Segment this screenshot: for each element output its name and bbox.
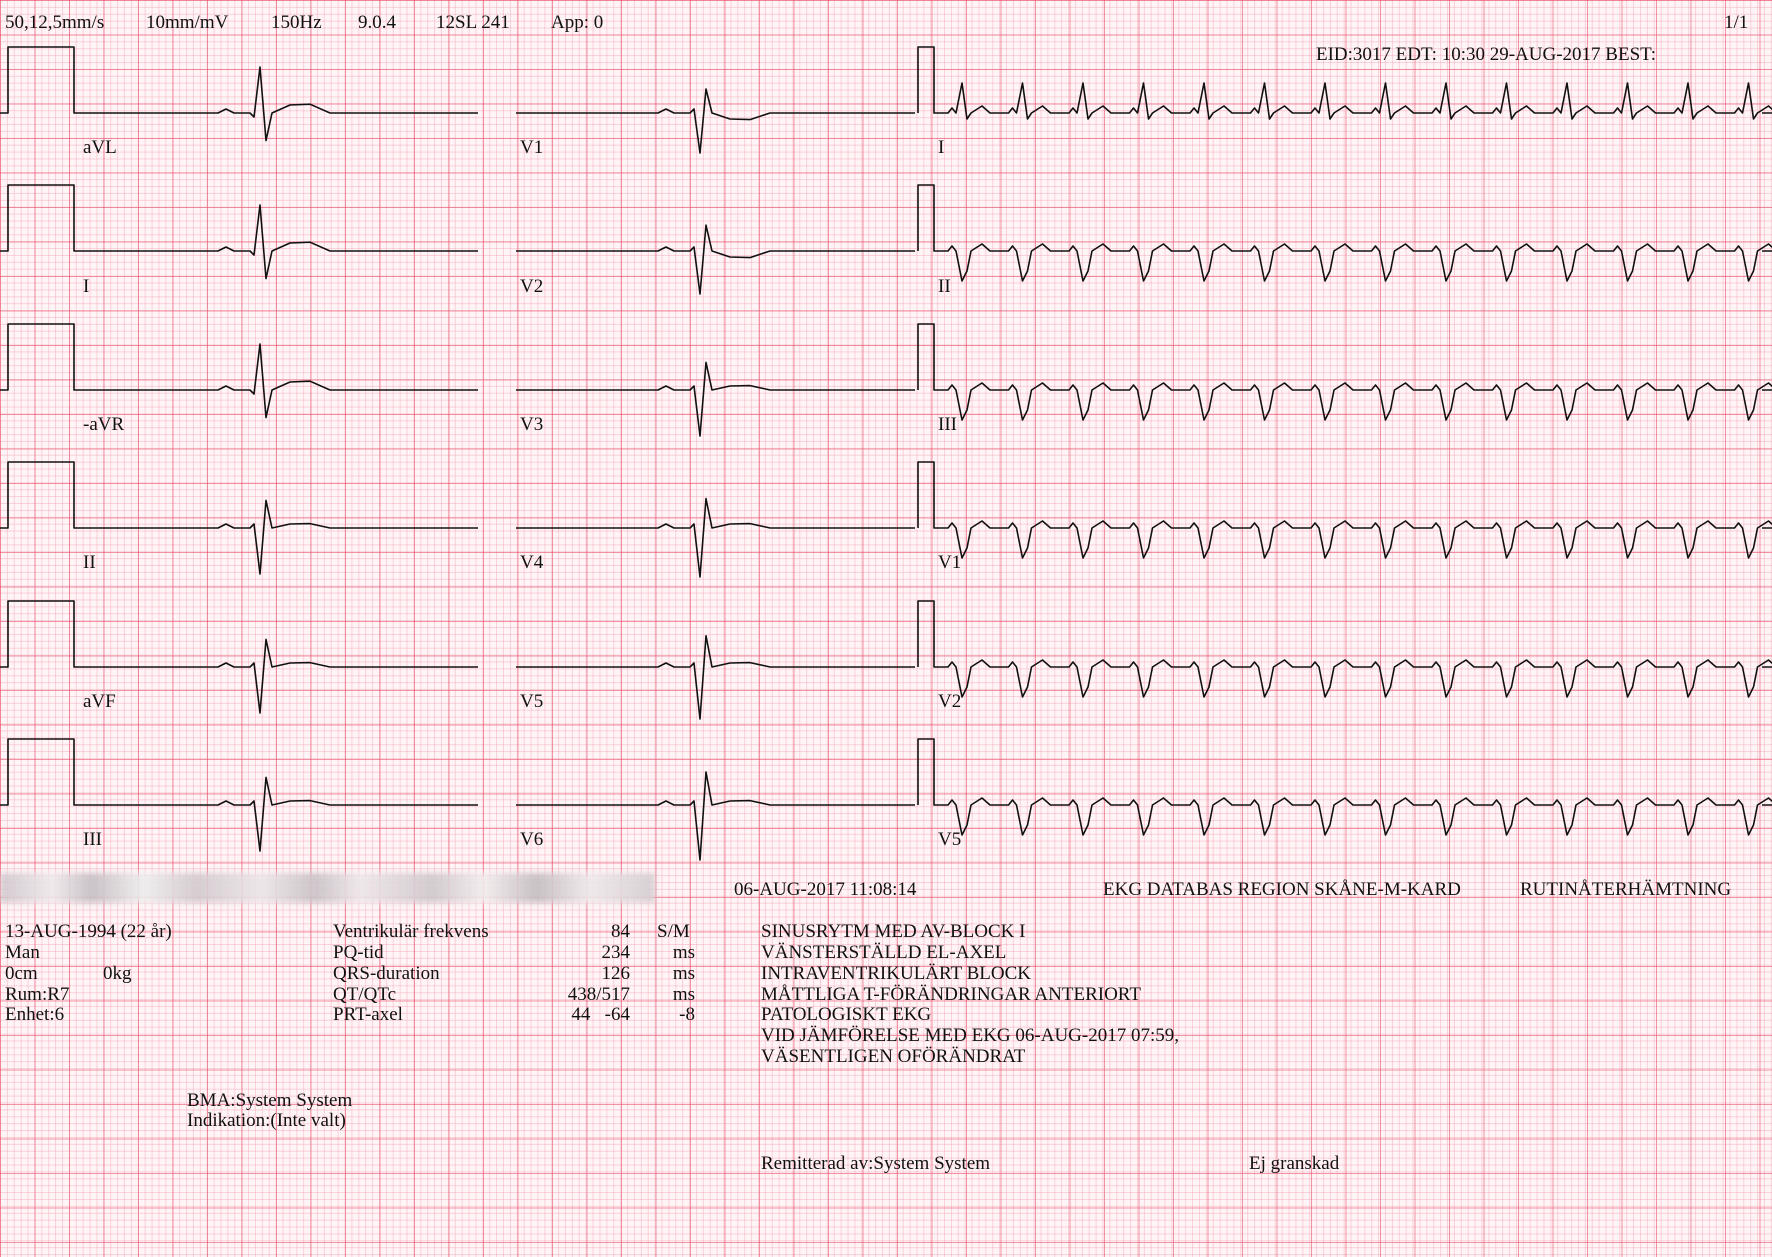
- eid-line: EID:3017 EDT: 10:30 29-AUG-2017 BEST:: [1316, 44, 1657, 65]
- ecg-trace-left-5: [0, 601, 478, 713]
- redacted-patient-name: [0, 873, 655, 903]
- lead-label-v2: V2: [520, 276, 544, 297]
- lead-label-i: I: [83, 276, 90, 297]
- ecg-rhythm-strip-4: [918, 462, 1772, 558]
- measurement-label: Ventrikulär frekvens: [333, 921, 489, 942]
- rhythm-label-v2: V2: [938, 691, 962, 712]
- rhythm-label-ii: II: [938, 276, 951, 297]
- patient-height: 0cm: [5, 963, 38, 984]
- measurement-value: 44 -64: [571, 1004, 630, 1025]
- interpretation-line: VID JÄMFÖRELSE MED EKG 06-AUG-2017 07:59,: [761, 1025, 1179, 1046]
- measurement-value: 126: [601, 963, 630, 984]
- software-version: 9.0.4: [358, 12, 396, 33]
- ecg-rhythm-strip-3: [918, 324, 1772, 420]
- interpretation-line: VÄNSTERSTÄLLD EL-AXEL: [761, 942, 1007, 963]
- measurement-unit: ms: [672, 963, 695, 984]
- device-model: 12SL 241: [436, 12, 510, 33]
- referred-by: Remitterad av:System System: [761, 1153, 991, 1174]
- patient-unit: Enhet:6: [5, 1004, 65, 1025]
- record-database: EKG DATABAS REGION SKÅNE-M-KARD: [1103, 879, 1461, 900]
- indication: Indikation:(Inte valt): [187, 1110, 346, 1131]
- measurement-unit: ms: [672, 984, 695, 1005]
- ecg-trace-middle-3: [516, 362, 915, 436]
- measurement-value: 234: [601, 942, 630, 963]
- lead-label-ii: II: [83, 552, 96, 573]
- ecg-rhythm-strip-6: [918, 739, 1772, 835]
- measurement-unit: ms: [672, 942, 695, 963]
- ecg-trace-left-1: [0, 47, 478, 141]
- measurement-label: PQ-tid: [333, 942, 384, 963]
- rhythm-label-v5: V5: [938, 829, 962, 850]
- ecg-trace-middle-1: [516, 89, 915, 153]
- measurement-label: QT/QTc: [333, 984, 397, 1005]
- lead-label-v6: V6: [520, 829, 544, 850]
- rhythm-label-iii: III: [938, 414, 957, 435]
- record-mode: RUTINÅTERHÄMTNING: [1520, 879, 1732, 900]
- lead-label-v1: V1: [520, 137, 544, 158]
- rhythm-label-i: I: [938, 137, 945, 158]
- gain-setting: 10mm/mV: [146, 12, 229, 33]
- record-datetime: 06-AUG-2017 11:08:14: [734, 879, 917, 900]
- measurement-label: QRS-duration: [333, 963, 440, 984]
- interpretation-line: VÄSENTLIGEN OFÖRÄNDRAT: [761, 1046, 1026, 1067]
- ecg-trace-middle-2: [516, 225, 915, 297]
- ecg-trace-left-3: [0, 324, 478, 418]
- ecg-trace-middle-5: [516, 636, 915, 719]
- ecg-trace-middle-4: [516, 499, 915, 577]
- rhythm-label-v1: V1: [938, 552, 962, 573]
- lead-label-v3: V3: [520, 414, 544, 435]
- patient-sex: Man: [5, 942, 40, 963]
- patient-room: Rum:R7: [5, 984, 70, 1005]
- lead-label-v4: V4: [520, 552, 544, 573]
- ecg-trace-left-2: [0, 185, 478, 279]
- measurement-unit: S/M: [657, 921, 690, 942]
- bma-signature: BMA:System System: [187, 1090, 353, 1111]
- lead-label-avl: aVL: [83, 137, 117, 158]
- app-code: App: 0: [551, 12, 604, 33]
- interpretation-line: MÅTTLIGA T-FÖRÄNDRINGAR ANTERIORT: [761, 984, 1141, 1005]
- interpretation-line: PATOLOGISKT EKG: [761, 1004, 932, 1025]
- ecg-rhythm-strip-2: [918, 185, 1772, 281]
- ecg-trace-left-6: [0, 739, 478, 851]
- measurement-label: PRT-axel: [333, 1004, 403, 1025]
- ecg-rhythm-strip-5: [918, 601, 1772, 697]
- lead-label-avf: aVF: [83, 691, 116, 712]
- ecg-trace-left-4: [0, 462, 478, 574]
- lead-label-v5: V5: [520, 691, 544, 712]
- paper-speed: 50,12,5mm/s: [5, 12, 105, 33]
- filter-setting: 150Hz: [271, 12, 322, 33]
- measurement-value: 84: [611, 921, 630, 942]
- lead-label-neg-avr: -aVR: [83, 414, 125, 435]
- lead-label-iii: III: [83, 829, 102, 850]
- interpretation-line: SINUSRYTM MED AV-BLOCK I: [761, 921, 1026, 942]
- measurement-unit: -8: [679, 1004, 695, 1025]
- interpretation-line: INTRAVENTRIKULÄRT BLOCK: [761, 963, 1031, 984]
- measurement-value: 438/517: [567, 984, 630, 1005]
- ecg-trace-middle-6: [516, 772, 915, 860]
- patient-weight: 0kg: [103, 963, 132, 984]
- patient-dob: 13-AUG-1994 (22 år): [5, 921, 172, 942]
- review-status: Ej granskad: [1249, 1153, 1340, 1174]
- page-number: 1/1: [1724, 12, 1749, 33]
